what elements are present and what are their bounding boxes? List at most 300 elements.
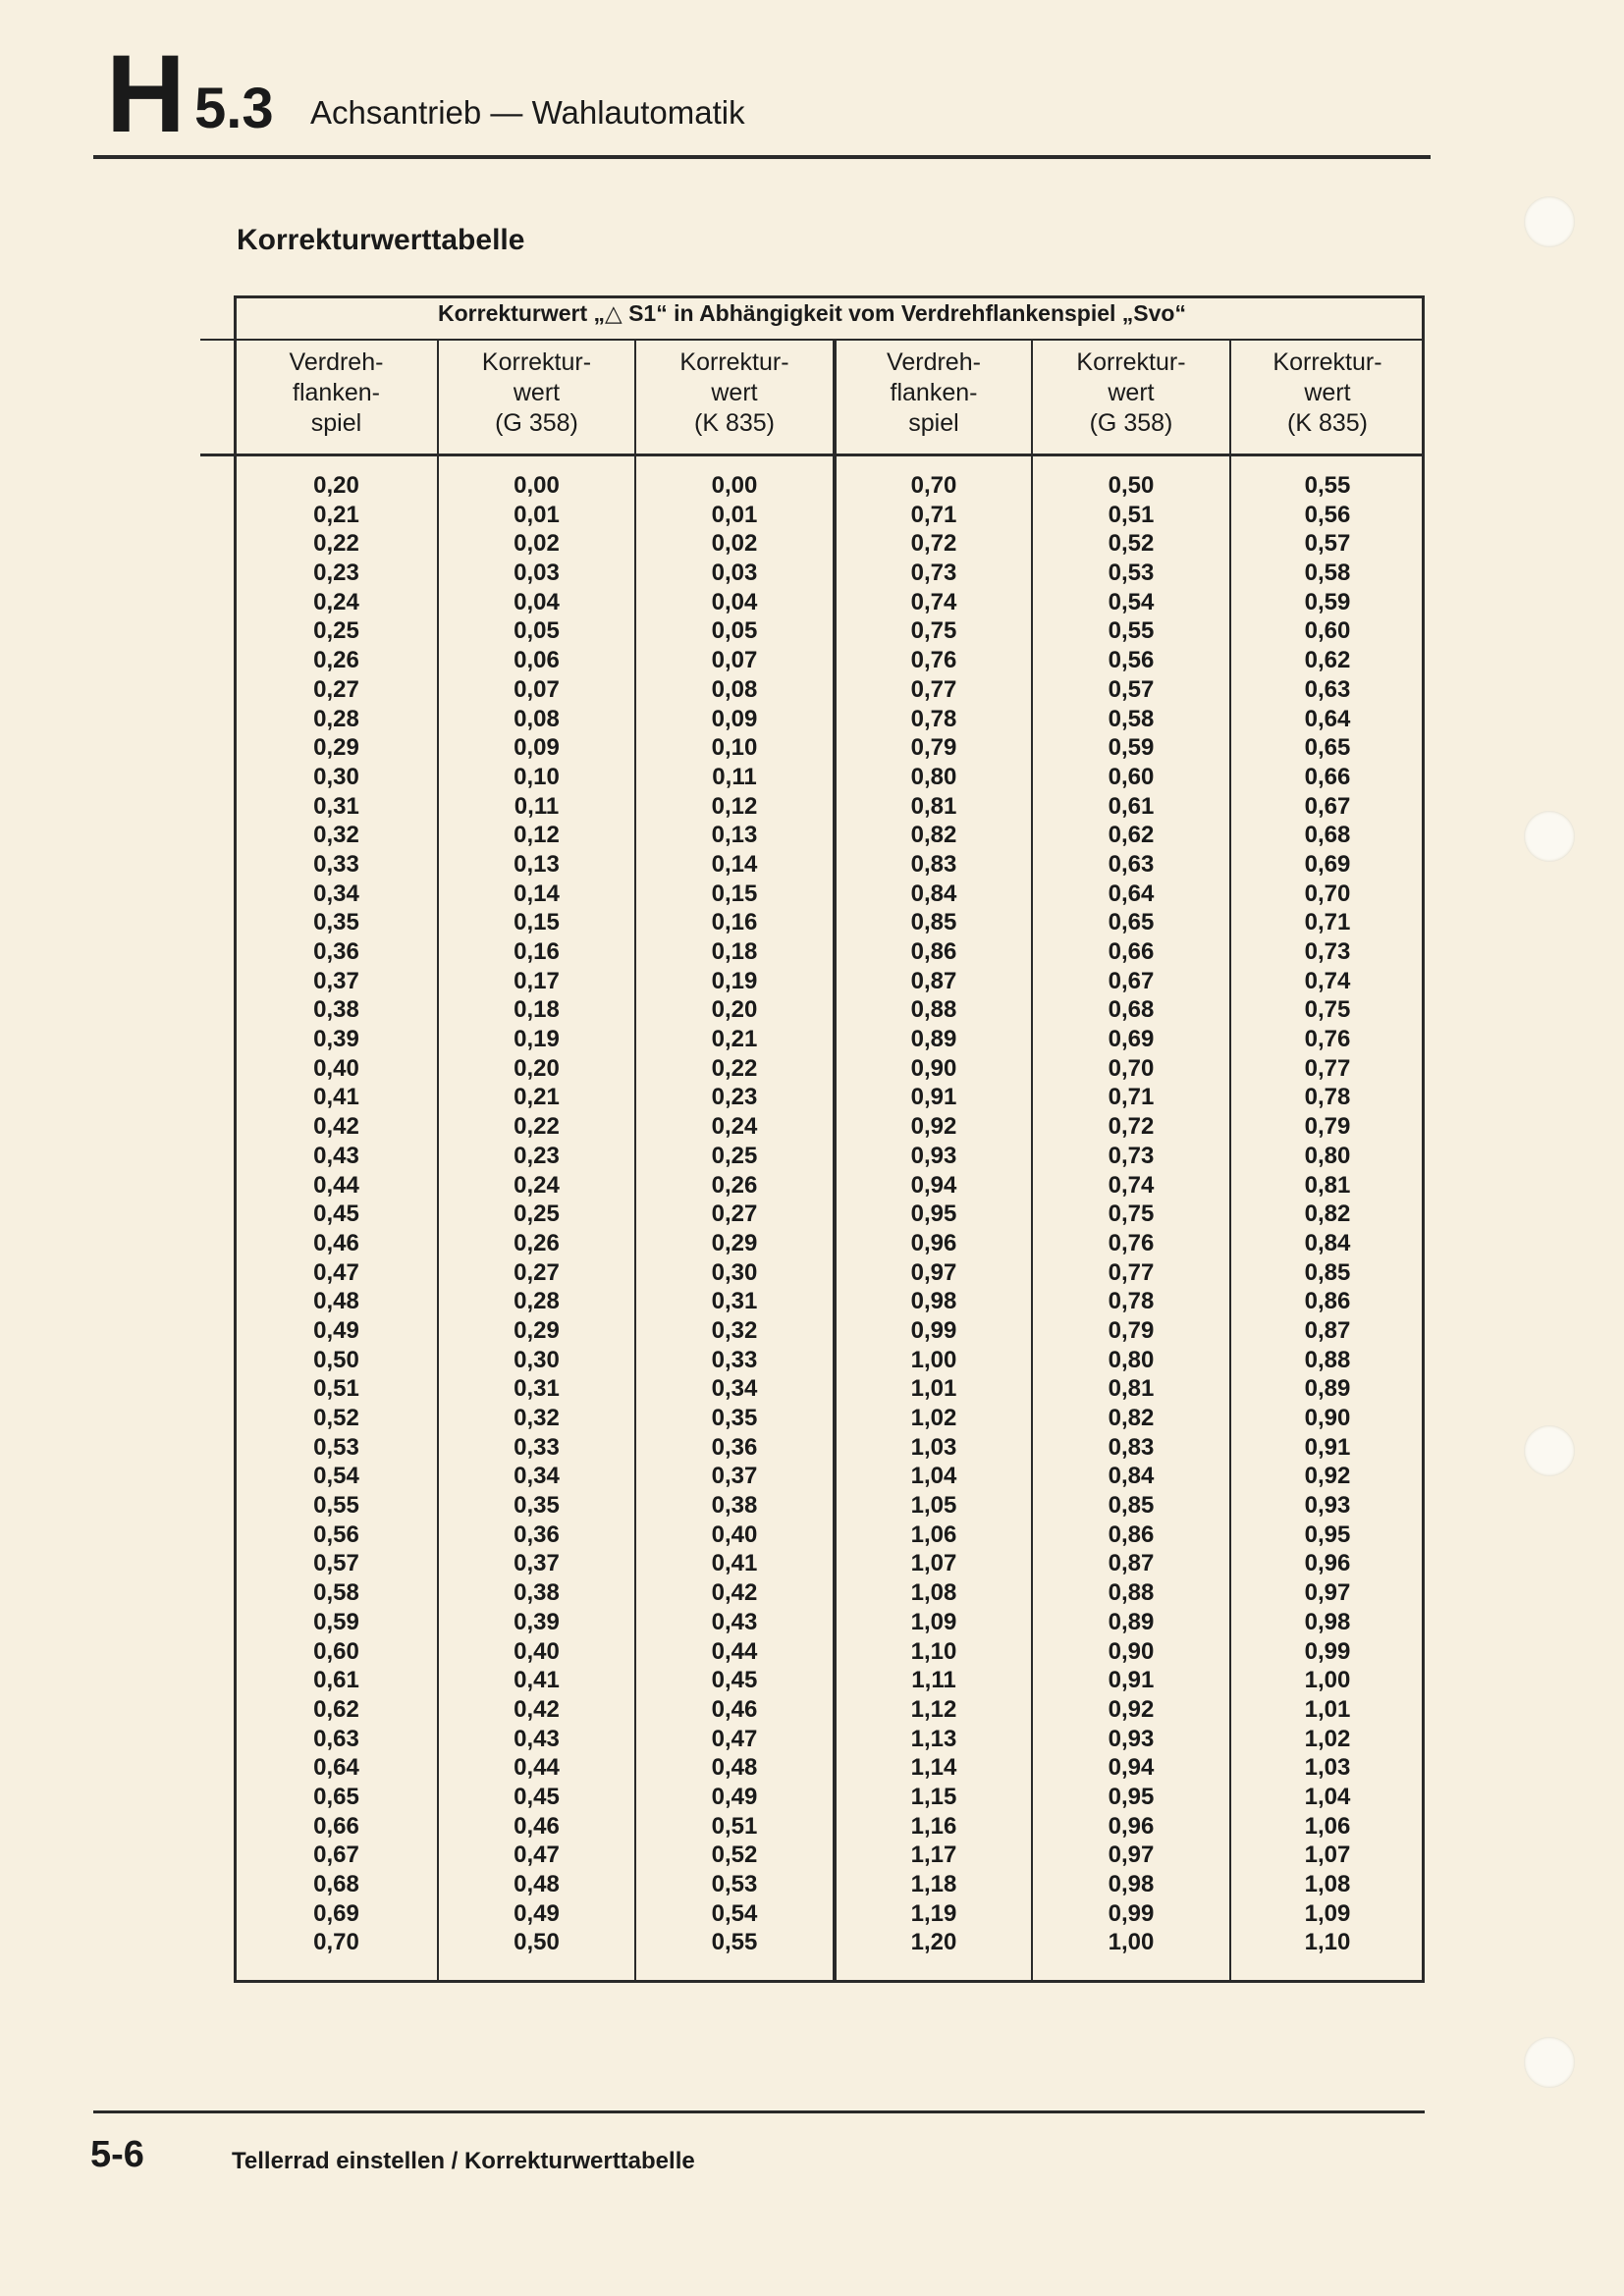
table-cell: 0,08 [514,705,560,732]
table-cell: 0,02 [514,530,560,558]
table-cell: 0,43 [514,1725,560,1752]
table-cell: 0,49 [514,1899,560,1927]
table-cell: 0,80 [1108,1346,1155,1373]
table-cell: 0,70 [313,1929,359,1956]
table-cell: 0,81 [1108,1375,1155,1403]
table-cell: 0,09 [514,734,560,762]
table-cell: 0,52 [711,1842,758,1869]
table-cell: 0,13 [514,850,560,878]
table-cell: 0,35 [514,1492,560,1520]
table-cell: 0,07 [711,647,758,674]
table-cell: 1,20 [910,1929,957,1956]
table-cell: 0,28 [313,705,359,732]
table-cell: 0,78 [1304,1084,1351,1111]
table-cell: 0,92 [910,1113,957,1141]
table-cell: 0,79 [910,734,957,762]
column-k835-1 [636,471,833,1957]
table-cell: 0,41 [514,1667,560,1694]
column-play-1 [236,471,437,1957]
table-cell: 0,73 [1304,938,1351,965]
table-cell: 0,88 [1108,1579,1155,1607]
table-cell: 0,07 [514,675,560,703]
table-cell: 0,60 [313,1637,359,1665]
table-cell: 0,21 [514,1084,560,1111]
table-cell: 0,01 [514,501,560,528]
table-cell: 0,45 [514,1783,560,1810]
table-cell: 1,02 [1304,1725,1351,1752]
table-cell: 0,80 [910,763,957,790]
table-cell: 0,59 [1108,734,1155,762]
table-cell: 1,17 [910,1842,957,1869]
table-cell: 0,27 [514,1258,560,1286]
table-cell: 0,54 [313,1463,359,1490]
table-cell: 0,55 [313,1492,359,1520]
column-g358-1 [439,471,634,1957]
table-cell: 0,19 [711,967,758,994]
table-cell: 0,16 [711,909,758,936]
table-cell: 0,12 [711,792,758,820]
table-cell: 1,15 [910,1783,957,1810]
table-cell: 0,40 [313,1054,359,1082]
column-g358-2 [1033,471,1229,1957]
table-cell: 0,44 [514,1754,560,1782]
table-cell: 0,90 [1304,1405,1351,1431]
table-cell: 1,12 [910,1695,957,1723]
table-cell: 0,96 [910,1229,957,1256]
table-cell: 1,03 [1304,1754,1351,1782]
table-cell: 0,23 [514,1142,560,1169]
table-cell: 0,37 [711,1463,758,1490]
table-cell: 1,09 [910,1608,957,1635]
table-cell: 0,06 [514,647,560,674]
column-header-g358-1: Korrektur- wert (G 358) [481,348,592,437]
table-cell: 0,41 [313,1084,359,1111]
table-cell: 0,63 [1304,675,1351,703]
table-cell: 0,33 [514,1433,560,1461]
table-cell: 0,46 [514,1812,560,1840]
table-cell: 0,11 [712,763,757,790]
table-cell: 1,08 [1304,1871,1351,1897]
table-cell: 0,96 [1304,1550,1351,1577]
table-cell: 0,21 [711,1026,758,1053]
table-cell: 0,26 [514,1229,560,1256]
table-cell: 0,76 [910,647,957,674]
table-cell: 0,94 [910,1171,957,1199]
table-cell: 0,99 [1108,1899,1155,1927]
table-cell: 1,00 [1108,1929,1155,1956]
column-header-play-2: Verdreh- flanken- spiel [887,348,981,437]
table-cell: 0,83 [910,850,957,878]
table-cell: 0,04 [514,588,560,615]
header-rule [93,155,1431,159]
table-cell: 0,49 [711,1783,758,1810]
table-cell: 0,57 [1108,675,1155,703]
table-cell: 0,22 [711,1054,758,1082]
table-cell: 0,87 [1304,1316,1351,1344]
table-cell: 0,20 [514,1054,560,1082]
table-cell: 0,40 [514,1637,560,1665]
table-cell: 1,18 [910,1871,957,1897]
table-cell: 0,48 [711,1754,758,1782]
table-cell: 1,00 [910,1346,957,1373]
table-cell: 1,04 [1304,1783,1351,1810]
table-cell: 0,67 [1108,967,1155,994]
table-cell: 0,85 [1304,1258,1351,1286]
table-cell: 0,42 [711,1579,758,1607]
table-cell: 0,75 [1304,996,1351,1024]
table-cell: 0,20 [711,996,758,1024]
table-cell: 0,84 [1304,1229,1351,1256]
table-cell: 0,36 [514,1521,560,1548]
table-cell: 0,88 [910,996,957,1024]
table-cell: 0,39 [313,1026,359,1053]
table-cell: 0,93 [910,1142,957,1169]
table-cell: 0,01 [711,501,758,528]
table-cell: 0,86 [910,938,957,965]
table-cell: 0,98 [1108,1871,1155,1897]
table-cell: 0,90 [1108,1637,1155,1665]
table-cell: 0,55 [1108,617,1155,645]
table-cell: 0,30 [313,763,359,790]
table-cell: 1,10 [910,1637,957,1665]
table-cell: 0,89 [1108,1608,1155,1635]
table-cell: 0,57 [1304,530,1351,558]
table-cell: 0,23 [313,560,359,587]
table-cell: 0,72 [1108,1113,1155,1141]
table-cell: 0,81 [910,792,957,820]
chapter-letter: H [106,32,184,155]
table-cell: 0,37 [514,1550,560,1577]
table-cell: 0,77 [1304,1054,1351,1082]
table-cell: 0,30 [711,1258,758,1286]
table-cell: 0,75 [910,617,957,645]
table-cell: 0,29 [711,1229,758,1256]
table-cell: 0,74 [1108,1171,1155,1199]
table-cell: 0,24 [711,1113,758,1141]
table-cell: 0,31 [514,1375,560,1403]
table-cell: 0,75 [1108,1201,1155,1228]
table-cell: 0,43 [313,1142,359,1169]
table-cell: 1,03 [910,1433,957,1461]
table-cell: 0,50 [1108,472,1155,499]
table-cell: 0,64 [1304,705,1351,732]
table-cell: 0,62 [1304,647,1351,674]
table-cell: 0,15 [711,880,758,907]
table-cell: 0,40 [711,1521,758,1548]
table-cell: 0,82 [910,822,957,849]
table-cell: 0,92 [1304,1463,1351,1490]
table-cell: 0,93 [1304,1492,1351,1520]
table-cell: 0,63 [313,1725,359,1752]
table-cell: 0,24 [313,588,359,615]
table-cell: 0,68 [313,1871,359,1897]
table-cell: 0,16 [514,938,560,965]
table-cell: 0,95 [1108,1783,1155,1810]
column-header-k835-2: Korrektur- wert (K 835) [1272,348,1382,437]
table-cell: 0,89 [1304,1375,1351,1403]
table-cell: 0,97 [910,1258,957,1286]
punch-hole [1524,811,1575,862]
table-cell: 0,35 [313,909,359,936]
table-cell: 0,98 [1304,1608,1351,1635]
table-cell: 0,72 [910,530,957,558]
punch-hole [1524,1425,1575,1476]
table-cell: 1,04 [910,1463,957,1490]
table-cell: 0,60 [1304,617,1351,645]
table-cell: 0,96 [1108,1812,1155,1840]
table-cell: 0,31 [711,1288,758,1315]
table-cell: 0,42 [313,1113,359,1141]
table-cell: 0,54 [1108,588,1155,615]
table-cell: 0,34 [313,880,359,907]
table-cell: 0,21 [313,501,359,528]
table-cell: 0,08 [711,675,758,703]
table-cell: 0,50 [313,1346,359,1373]
table-cell: 0,20 [313,472,359,499]
table-cell: 0,46 [711,1695,758,1723]
table-cell: 0,26 [711,1171,758,1199]
table-cell: 0,68 [1108,996,1155,1024]
table-cell: 0,74 [910,588,957,615]
table-cell: 0,47 [711,1725,758,1752]
table-cell: 0,67 [1304,792,1351,820]
table-cell: 0,23 [711,1084,758,1111]
table-cell: 0,59 [313,1608,359,1635]
table-cell: 0,99 [1304,1637,1351,1665]
table-cell: 0,92 [1108,1695,1155,1723]
table-cell: 0,89 [910,1026,957,1053]
table-cell: 0,66 [313,1812,359,1840]
table-cell: 0,56 [1108,647,1155,674]
table-cell: 0,24 [514,1171,560,1199]
table-cell: 0,97 [1304,1579,1351,1607]
table-cell: 0,25 [711,1142,758,1169]
table-cell: 0,79 [1304,1113,1351,1141]
table-cell: 0,91 [910,1084,957,1111]
column-play-2 [837,471,1031,1957]
table-cell: 0,05 [514,617,560,645]
punch-hole [1524,2037,1575,2088]
table-cell: 0,56 [313,1521,359,1548]
table-cell: 1,07 [910,1550,957,1577]
table-cell: 0,69 [313,1899,359,1927]
footer-rule [93,2110,1425,2113]
table-cell: 0,19 [514,1026,560,1053]
table-cell: 0,49 [313,1316,359,1344]
table-cell: 0,18 [711,938,758,965]
table-cell: 0,10 [514,763,560,790]
table-cell: 0,48 [313,1288,359,1315]
table-cell: 0,61 [313,1667,359,1694]
table-cell: 0,70 [1304,880,1351,907]
table-cell: 0,46 [313,1229,359,1256]
table-cell: 0,59 [1304,588,1351,615]
table-cell: 0,44 [313,1171,359,1199]
table-cell: 1,06 [1304,1812,1351,1840]
table-cell: 1,09 [1304,1899,1351,1927]
table-cell: 0,26 [313,647,359,674]
table-cell: 0,84 [1108,1463,1155,1490]
table-cell: 0,39 [514,1608,560,1635]
table-cell: 0,82 [1108,1405,1155,1431]
table-cell: 0,71 [910,501,957,528]
table-cell: 0,47 [514,1842,560,1869]
table-cell: 0,77 [1108,1258,1155,1286]
table-cell: 0,63 [1108,850,1155,878]
table-cell: 0,50 [514,1929,560,1956]
table-cell: 0,87 [910,967,957,994]
table-cell: 0,95 [910,1201,957,1228]
table-cell: 0,86 [1304,1288,1351,1315]
table-cell: 0,68 [1304,822,1351,849]
table-cell: 1,13 [910,1725,957,1752]
punch-hole [1524,196,1575,247]
table-cell: 0,51 [313,1375,359,1403]
table-cell: 0,41 [711,1550,758,1577]
table-cell: 0,00 [514,472,560,499]
table-cell: 0,45 [711,1667,758,1694]
table-cell: 0,93 [1108,1725,1155,1752]
table-cell: 0,44 [711,1637,758,1665]
table-cell: 0,33 [711,1346,758,1373]
table-cell: 0,77 [910,675,957,703]
table-cell: 0,70 [910,472,957,499]
table-cell: 1,19 [910,1899,957,1927]
table-cell: 0,38 [514,1579,560,1607]
table-cell: 0,66 [1108,938,1155,965]
table-cell: 1,07 [1304,1842,1351,1869]
table-cell: 0,97 [1108,1842,1155,1869]
table-cell: 0,54 [711,1899,758,1927]
table-cell: 0,73 [910,560,957,587]
table-cell: 0,71 [1304,909,1351,936]
table-cell: 0,65 [1304,734,1351,762]
table-cell: 0,32 [711,1316,758,1344]
table-cell: 0,51 [711,1812,758,1840]
caption-rule [200,339,1424,341]
table-cell: 0,25 [514,1201,560,1228]
table-cell: 0,15 [514,909,560,936]
table-cell: 1,05 [910,1492,957,1520]
table-cell: 1,08 [910,1579,957,1607]
table-cell: 0,25 [313,617,359,645]
table-cell: 0,47 [313,1258,359,1286]
table-cell: 0,88 [1304,1346,1351,1373]
table-cell: 0,02 [711,530,758,558]
header-row-rule [200,454,1424,456]
table-cell: 0,62 [1108,822,1155,849]
table-cell: 0,86 [1108,1521,1155,1548]
table-cell: 0,87 [1108,1550,1155,1577]
table-cell: 0,37 [313,967,359,994]
table-cell: 1,10 [1304,1929,1351,1956]
table-cell: 0,74 [1304,967,1351,994]
table-cell: 0,79 [1108,1316,1155,1344]
table-cell: 0,52 [1108,530,1155,558]
page-number: 5-6 [90,2134,144,2175]
table-cell: 0,09 [711,705,758,732]
table-cell: 0,58 [1108,705,1155,732]
table-cell: 0,65 [313,1783,359,1810]
table-cell: 0,05 [711,617,758,645]
table-cell: 0,38 [711,1492,758,1520]
table-cell: 1,16 [910,1812,957,1840]
table-cell: 1,01 [1304,1695,1351,1723]
table-cell: 0,36 [313,938,359,965]
table-cell: 0,10 [711,734,758,762]
table-cell: 0,32 [313,822,359,849]
table-cell: 0,64 [313,1754,359,1782]
table-cell: 0,99 [910,1316,957,1344]
table-cell: 0,76 [1304,1026,1351,1053]
table-cell: 0,33 [313,850,359,878]
table-cell: 0,53 [313,1433,359,1461]
table-cell: 0,03 [514,560,560,587]
table-cell: 0,56 [1304,501,1351,528]
table-cell: 0,14 [514,880,560,907]
table-cell: 0,98 [910,1288,957,1315]
column-header-play-1: Verdreh- flanken- spiel [289,348,384,437]
table-cell: 0,78 [910,705,957,732]
table-cell: 0,14 [711,850,758,878]
table-cell: 1,06 [910,1521,957,1548]
table-cell: 0,13 [711,822,758,849]
section-title: Korrekturwerttabelle [237,224,525,256]
table-cell: 0,27 [711,1201,758,1228]
table-cell: 0,76 [1108,1229,1155,1256]
table-cell: 0,31 [313,792,359,820]
table-caption: Korrekturwert „△ S1“ in Abhängigkeit vom Verdrehflankenspiel „Svo“ [438,300,1186,326]
table-cell: 0,27 [313,675,359,703]
table-cell: 0,43 [711,1608,758,1635]
table-cell: 0,82 [1304,1201,1351,1228]
column-header-k835-1: Korrektur- wert (K 835) [679,348,789,437]
chapter-title: Achsantrieb — Wahlautomatik [310,94,745,131]
table-cell: 0,30 [514,1346,560,1373]
table-cell: 0,18 [514,996,560,1024]
table-cell: 0,34 [711,1375,758,1403]
table-cell: 1,00 [1304,1667,1351,1694]
table-cell: 0,32 [514,1405,560,1431]
table-cell: 0,55 [711,1929,758,1956]
table-cell: 0,85 [910,909,957,936]
table-cell: 0,45 [313,1201,359,1228]
table-cell: 0,17 [514,967,560,994]
column-k835-2 [1231,471,1424,1957]
table-cell: 0,29 [514,1316,560,1344]
table-cell: 0,28 [514,1288,560,1315]
table-cell: 0,58 [1304,560,1351,587]
table-cell: 0,58 [313,1579,359,1607]
table-cell: 0,94 [1108,1754,1155,1782]
table-cell: 0,60 [1108,763,1155,790]
table-cell: 1,02 [910,1405,957,1431]
table-cell: 0,66 [1304,763,1351,790]
table-cell: 0,53 [1108,560,1155,587]
table-cell: 0,91 [1304,1433,1351,1461]
table-cell: 0,00 [711,472,758,499]
table-cell: 0,11 [514,792,560,820]
table-cell: 0,81 [1304,1171,1351,1199]
table-cell: 0,90 [910,1054,957,1082]
table-cell: 0,64 [1108,880,1155,907]
table-cell: 0,69 [1304,850,1351,878]
table-cell: 0,29 [313,734,359,762]
table-cell: 0,83 [1108,1433,1155,1461]
table-cell: 0,22 [313,530,359,558]
table-cell: 0,22 [514,1113,560,1141]
table-cell: 0,48 [514,1871,560,1897]
